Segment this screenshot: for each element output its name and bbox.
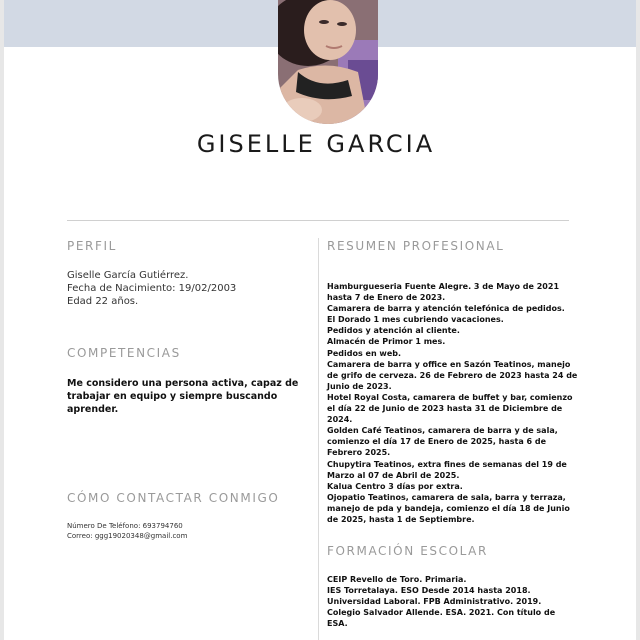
resumen-line: Febrero 2025.	[327, 448, 391, 458]
resumen-line: de 2025, hasta 1 de Septiembre.	[327, 514, 475, 524]
column-divider	[318, 238, 319, 640]
resumen-line: manejo de pda y bandeja, comienzo el día 18 de Junio	[327, 503, 570, 513]
section-title-competencias: COMPETENCIAS	[67, 346, 181, 360]
competencias-line: trabajar en equipo y siempre buscando	[67, 391, 278, 402]
page-frame-left	[0, 0, 4, 640]
header-rule	[67, 220, 569, 221]
contact-phone: Número De Teléfono: 693794760	[67, 522, 183, 530]
resumen-line: Hotel Royal Costa, camarera de buffet y bar, comienzo	[327, 392, 573, 402]
resumen-list	[327, 281, 577, 525]
perfil-line: Giselle García Gutiérrez.	[67, 270, 189, 281]
resumen-line: de grifo de cerveza. 26 de Febrero de 2023 hasta 24 de	[327, 370, 578, 380]
resumen-line: comienzo el día 17 de Enero de 2025, hasta 6 de	[327, 437, 547, 447]
resumen-line: Junio de 2023.	[327, 381, 392, 391]
resumen-line: El Dorado 1 mes cubriendo vacaciones.	[327, 315, 504, 325]
candidate-name: GISELLE GARCIA	[196, 130, 436, 158]
competencias-line: Me considero una persona activa, capaz de	[67, 378, 299, 389]
formacion-line: IES Torretalaya. ESO Desde 2014 hasta 2018.	[327, 586, 531, 596]
section-title-formacion: FORMACIÓN ESCOLAR	[327, 544, 488, 558]
formacion-line: CEIP Revello de Toro. Primaria.	[327, 575, 467, 584]
section-title-contacto: CÓMO CONTACTAR CONMIGO	[67, 491, 280, 505]
formacion-line: ESA.	[327, 619, 348, 629]
section-title-perfil: PERFIL	[67, 239, 117, 253]
profile-photo-illustration	[278, 0, 378, 124]
perfil-line: Edad 22 años.	[67, 296, 139, 307]
resumen-line: Kalua Centro 3 días por extra.	[327, 481, 463, 491]
resumen-line: Camarera de barra y atención telefónica de pedidos.	[327, 304, 565, 314]
resumen-line: Almacén de Primor 1 mes.	[327, 337, 446, 347]
formacion-list	[327, 574, 555, 629]
section-title-resumen: RESUMEN PROFESIONAL	[327, 239, 505, 253]
resumen-line: 2024.	[327, 415, 353, 425]
contact-email: Correo: ggg19020348@gmail.com	[67, 532, 188, 540]
resumen-line: Golden Café Teatinos, camarera de barra y de sala,	[327, 426, 558, 436]
resumen-line: el día 22 de Junio de 2023 hasta 31 de Diciembre de	[327, 404, 563, 414]
formacion-line: Colegio Salvador Allende. ESA. 2021. Con título de	[327, 608, 556, 618]
resumen-line: hasta 7 de Enero de 2023.	[327, 293, 446, 303]
page-frame-right	[636, 0, 640, 640]
perfil-line: Fecha de Nacimiento: 19/02/2003	[67, 283, 237, 294]
resumen-line: Chupytira Teatinos, extra fines de semanas del 19 de	[327, 459, 567, 469]
resumen-line: Pedidos en web.	[327, 348, 402, 358]
resumen-line: Pedidos y atención al cliente.	[327, 326, 460, 336]
profile-photo	[278, 0, 378, 124]
resumen-line: Ojopatio Teatinos, camarera de sala, barra y terraza,	[327, 492, 566, 502]
formacion-line: Universidad Laboral. FPB Administrativo. 2019.	[327, 597, 542, 607]
resumen-line: Camarera de barra y office en Sazón Teatinos, manejo	[327, 359, 571, 369]
resumen-line: Marzo al 07 de Abril de 2025.	[327, 470, 460, 480]
resumen-line: Hamburgueseria Fuente Alegre. 3 de Mayo de 2021	[327, 282, 560, 291]
competencias-line: aprender.	[67, 404, 119, 415]
